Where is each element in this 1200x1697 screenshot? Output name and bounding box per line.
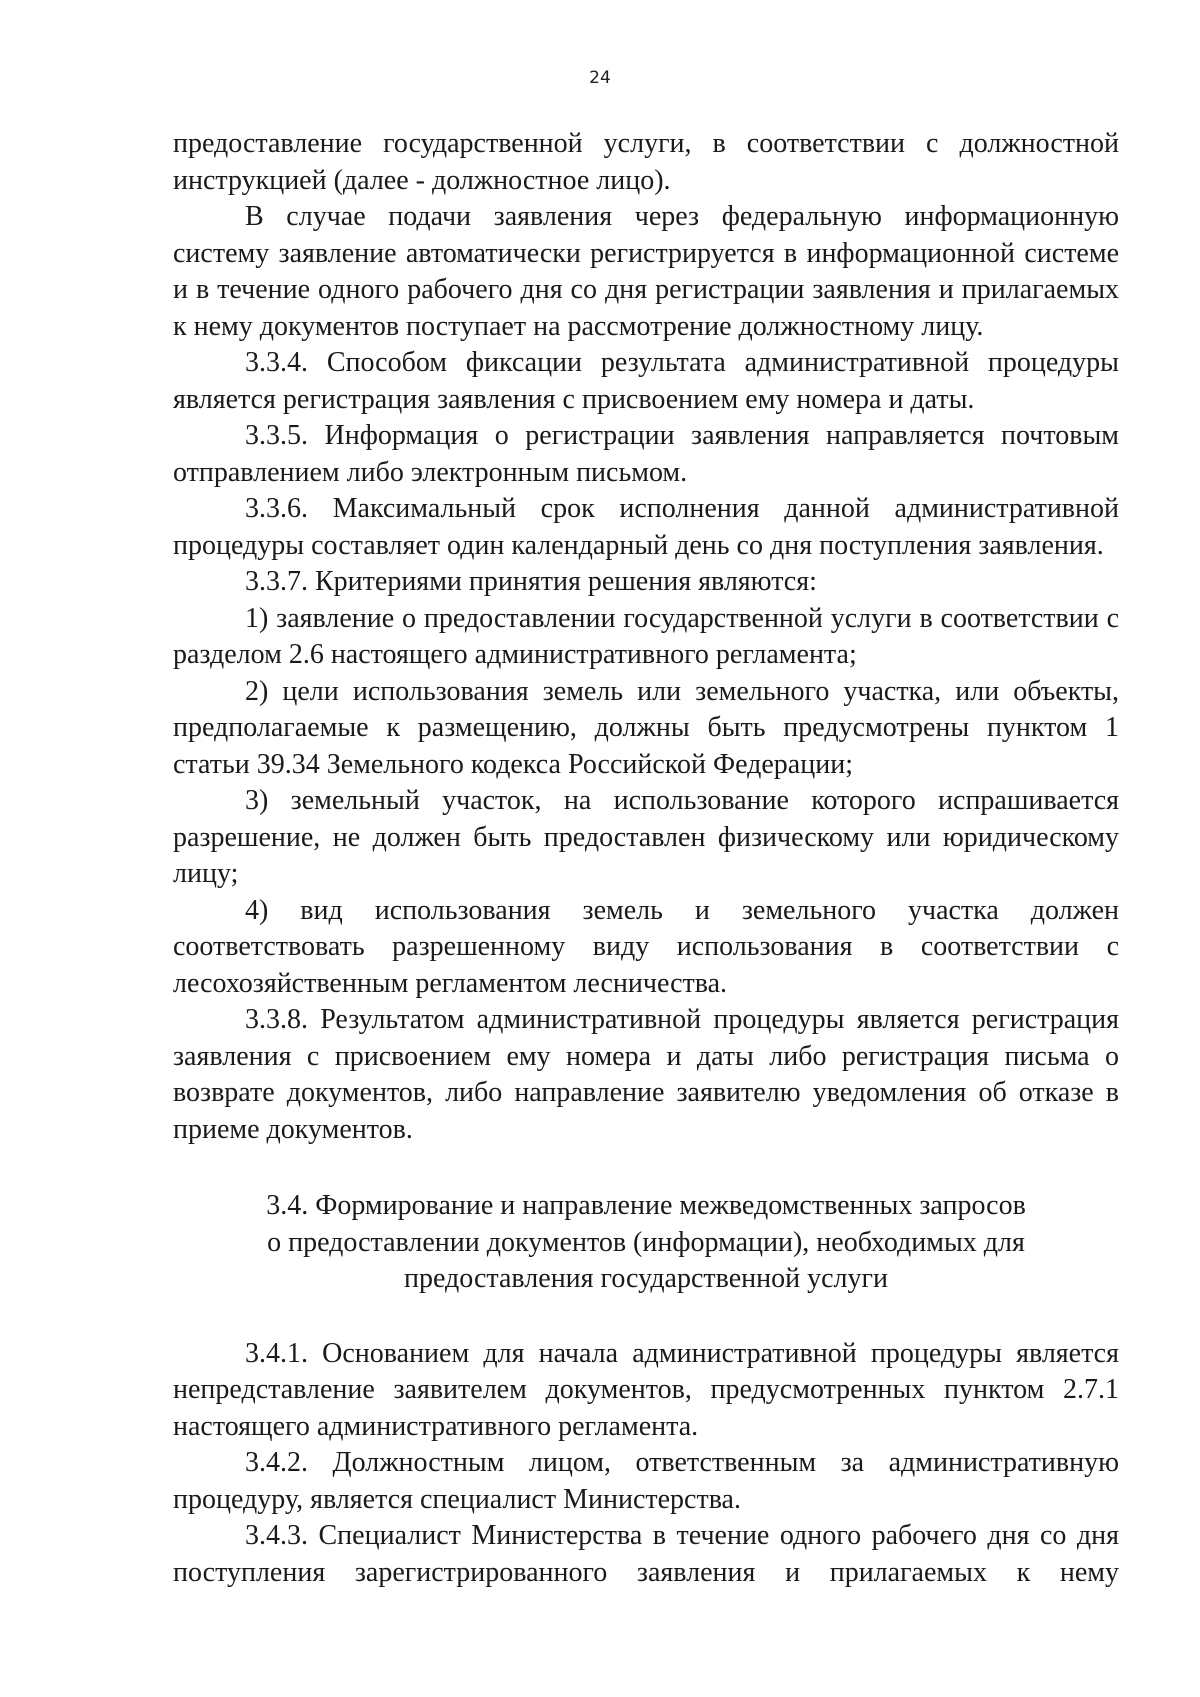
section-heading-line: о предоставлении документов (информации), необходимых для [267,1226,1025,1258]
paragraph: предоставление государственной услуги, в соответствии с должностной инструкцией (далее - должностное лицо). [173,128,1119,196]
paragraph: 3.3.7. Критериями принятия решения являются: [245,566,817,597]
paragraph: 3.3.8. Результатом административной процедуры является регистрация заявления с присвоением ему номера и даты либо регистрация письма о возврате документов, либо направление заявителю уведомления об отказе в приеме документов. [173,1004,1119,1145]
paragraph: 3.3.4. Способом фиксации результата административной процедуры является регистрация заявления с присвоением ему номера и даты. [173,347,1119,415]
list-item: 4) вид использования земель и земельного участка должен соответствовать разрешенному виду использования в соответствии с лесохозяйственным регламентом лесничества. [173,894,1119,999]
section-heading-line: предоставления государственной услуги [404,1263,888,1294]
document-body [173,126,1119,1591]
paragraph: 3.4.1. Основанием для начала административной процедуры является непредставление заявителем документов, предусмотренных пунктом 2.7.1 настоящего административного регламента. [173,1337,1119,1442]
paragraph: В случае подачи заявления через федеральную информационную систему заявление автоматически регистрируется в информационной системе и в течение одного рабочего дня со дня регистрации заявления и прилагаемых к нему документов поступает на рассмотрение должностному лицу. [173,201,1119,342]
section-heading-line: 3.4. Формирование и направление межведомственных запросов [266,1190,1026,1221]
list-item: 3) земельный участок, на использование которого испрашивается разрешение, не должен быть предоставлен физическому или юридическому лицу; [173,785,1119,889]
list-item: 2) цели использования земель или земельного участка, или объекты, предполагаемые к размещению, должны быть предусмотрены пунктом 1 статьи 39.34 Земельного кодекса Российской Федерации; [173,675,1119,780]
paragraph: 3.4.3. Специалист Министерства в течение одного рабочего дня со дня поступления зарегистрированного заявления и прилагаемых к нему [173,1520,1119,1588]
paragraph: 3.3.5. Информация о регистрации заявления направляется почтовым отправлением либо электронным письмом. [173,420,1119,488]
page-number: 24 [589,68,611,88]
paragraph: 3.3.6. Максимальный срок исполнения данной административной процедуры составляет один календарный день со дня поступления заявления. [173,493,1119,561]
section-heading [173,1188,1119,1298]
paragraph: 3.4.2. Должностным лицом, ответственным за административную процедуру, является специалист Министерства. [173,1447,1119,1515]
list-item: 1) заявление о предоставлении государственной услуги в соответствии с разделом 2.6 настоящего административного регламента; [173,602,1119,670]
